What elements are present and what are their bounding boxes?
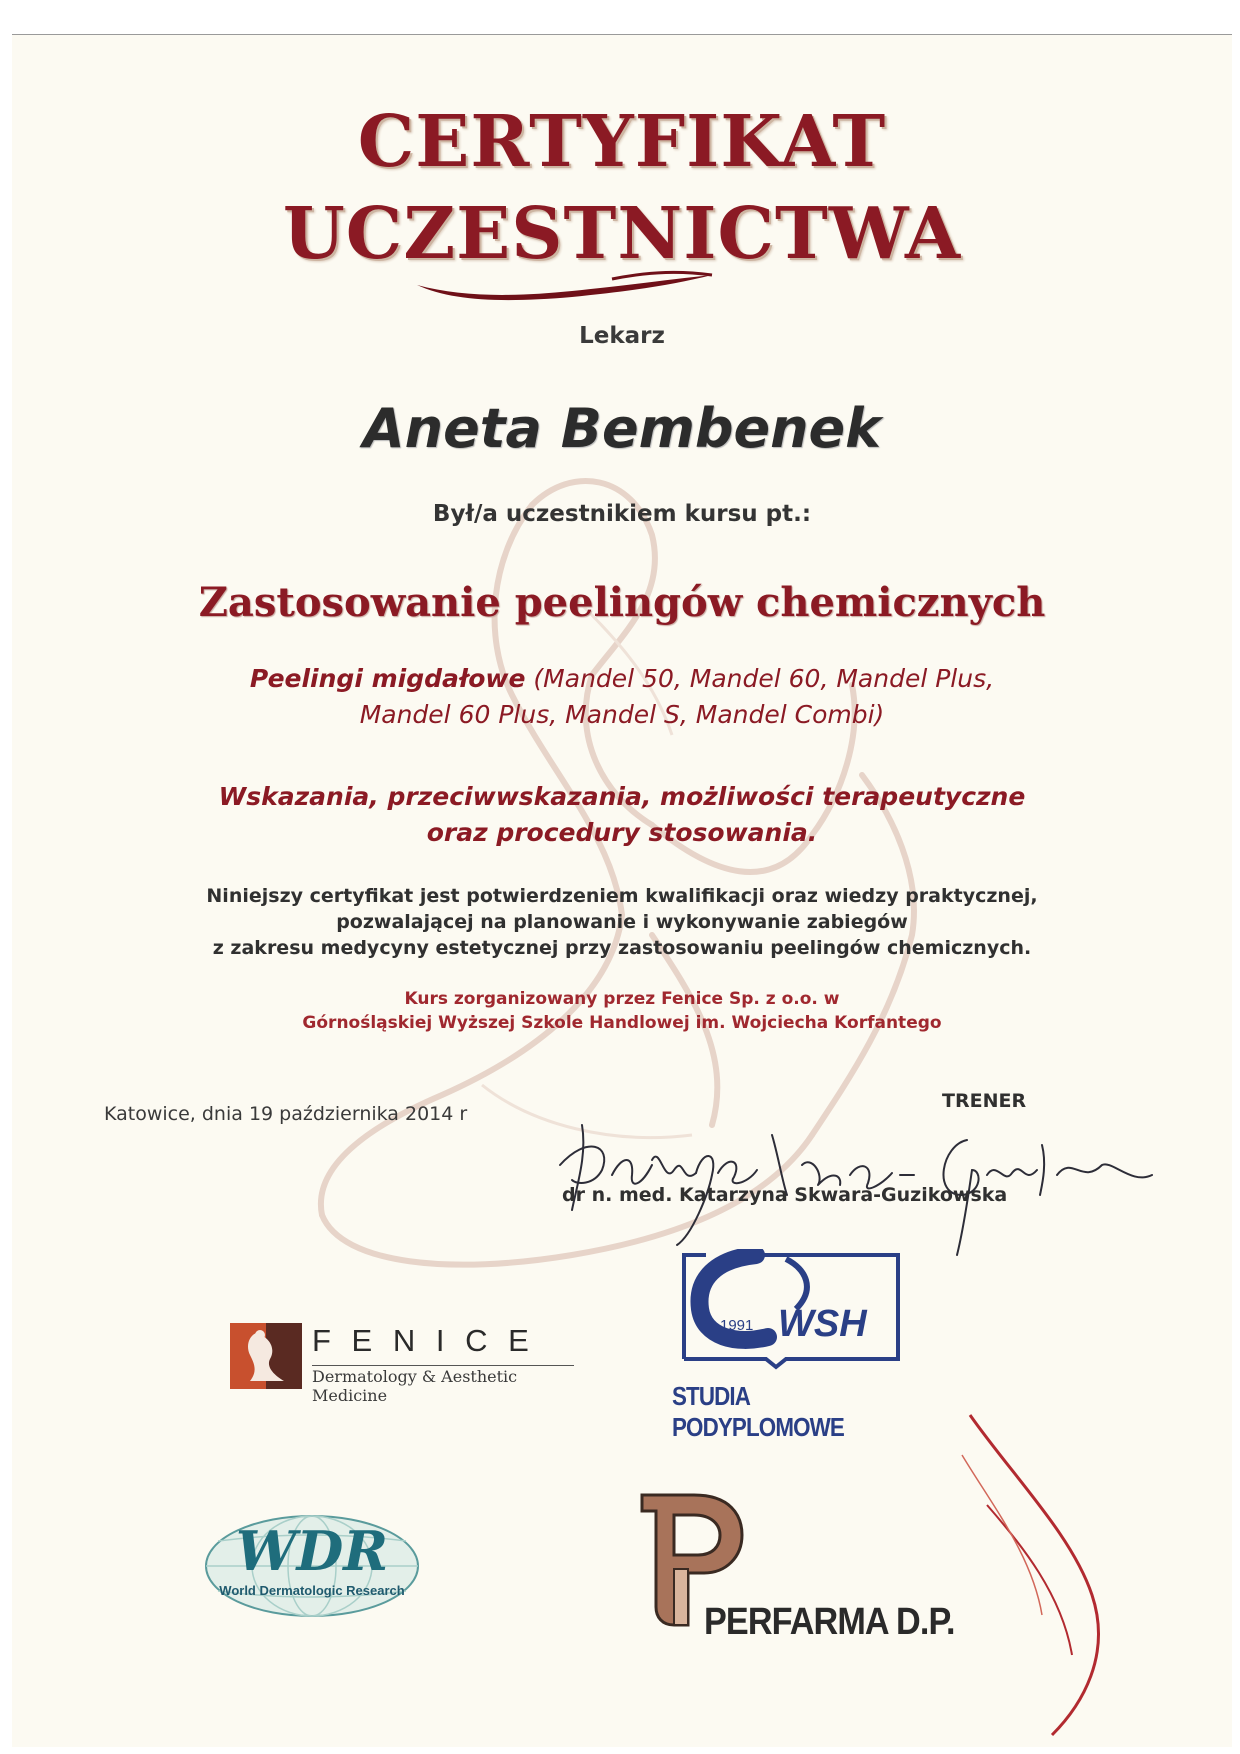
indications-line-2: oraz procedury stosowania. xyxy=(426,818,818,847)
organizer-line-2: Górnośląskiej Wyższej Szkole Handlowej im. Wojciecha Korfantego xyxy=(302,1013,942,1033)
wdr-full-name: World Dermatologic Research xyxy=(219,1583,405,1598)
statement-line-1: Niniejszy certyfikat jest potwierdzeniem kwalifikacji oraz wiedzy praktycznej, xyxy=(206,885,1038,907)
place-and-date: Katowice, dnia 19 października 2014 r xyxy=(104,1103,468,1125)
fenice-name: F E N I C E xyxy=(312,1323,535,1358)
wdr-abbreviation: WDR xyxy=(235,1519,389,1583)
decorative-flourish xyxy=(12,35,1232,1747)
organizer-line-1: Kurs zorganizowany przez Fenice Sp. z o.o. w xyxy=(404,989,840,1009)
course-intro: Był/a uczestnikiem kursu pt.: xyxy=(432,501,812,527)
indications-line-1: Wskazania, przeciwwskazania, możliwości terapeutyczne xyxy=(218,782,1026,811)
trainer-name: dr n. med. Katarzyna Skwara-Guzikowska xyxy=(562,1184,1008,1206)
perfarma-name: PERFARMA D.P. xyxy=(704,1601,955,1643)
peelings-line-2: Mandel 60 Plus, Mandel S, Mandel Combi) xyxy=(359,700,885,729)
statement-line-3: z zakresu medycyny estetycznej przy zastosowaniu peelingów chemicznych. xyxy=(212,937,1032,959)
certificate-title-line-2: UCZESTNICTWA xyxy=(282,191,962,275)
wsh-year: 1991 xyxy=(720,1317,754,1334)
peelings-list-part-1: (Mandel 50, Mandel 60, Mandel Plus, xyxy=(525,664,995,693)
certificate-title-line-1: CERTYFIKAT xyxy=(357,99,887,183)
recipient-role: Lekarz xyxy=(579,323,665,349)
certificate-page xyxy=(12,34,1232,1747)
course-title: Zastosowanie peelingów chemicznych xyxy=(198,579,1046,626)
trainer-label: TRENER xyxy=(942,1090,1027,1112)
peelings-heading: Peelingi migdałowe xyxy=(249,664,526,693)
wsh-abbreviation: WSH xyxy=(778,1303,867,1345)
fenice-tagline: Dermatology & Aesthetic Medicine xyxy=(312,1367,518,1405)
statement-line-2: pozwalającej na planowanie i wykonywanie zabiegów xyxy=(336,911,908,933)
participant-name: Aneta Bembenek xyxy=(362,397,882,460)
wsh-caption: STUDIA PODYPLOMOWE xyxy=(672,1381,844,1442)
